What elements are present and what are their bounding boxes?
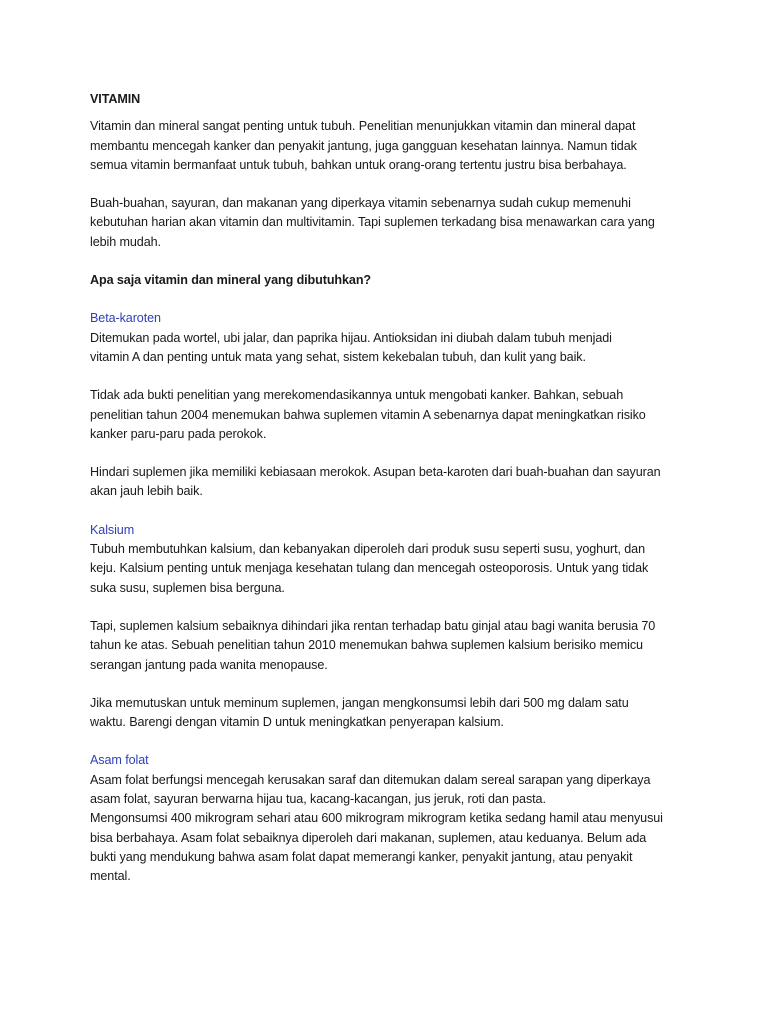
section-heading: Kalsium <box>90 522 135 537</box>
vitamin-section <box>90 309 690 501</box>
section-paragraph <box>90 329 690 368</box>
section-body <box>90 329 690 502</box>
intro-paragraph <box>90 117 690 175</box>
text-line: waktu. Barengi dengan vitamin D untuk meningkatkan penyerapan kalsium. <box>90 715 504 730</box>
text-line: Tidak ada bukti penelitian yang merekomendasikannya untuk mengobati kanker. Bahkan, sebuah <box>90 388 624 403</box>
text-line: serangan jantung pada wanita menopause. <box>90 657 328 672</box>
section-paragraph <box>90 771 690 887</box>
text-line: kanker paru-paru pada perokok. <box>90 426 267 441</box>
text-line: bisa berbahaya. Asam folat sebaiknya diperoleh dari makanan, suplemen, atau keduanya. Belum ada <box>90 830 647 845</box>
section-heading: Asam folat <box>90 753 149 768</box>
text-line: tahun ke atas. Sebuah penelitian tahun 2010 menemukan bahwa suplemen kalsium berisiko memicu <box>90 638 643 653</box>
vitamin-sections <box>90 309 690 886</box>
text-line: semua vitamin bermanfaat untuk tubuh, bahkan untuk orang-orang tertentu justru bisa berbahaya. <box>90 157 627 172</box>
text-line: bukti yang mendukung bahwa asam folat dapat memerangi kanker, penyakit jantung, atau penyakit <box>90 849 633 864</box>
text-line: Asam folat berfungsi mencegah kerusakan saraf dan ditemukan dalam sereal sarapan yang diperkaya <box>90 772 651 787</box>
text-line: akan jauh lebih baik. <box>90 484 203 499</box>
text-line: Hindari suplemen jika memiliki kebiasaan merokok. Asupan beta-karoten dari buah-buahan dan sayuran <box>90 465 661 480</box>
section-body <box>90 540 690 732</box>
section-question: Apa saja vitamin dan mineral yang dibutuhkan? <box>90 273 372 288</box>
text-line: Tapi, suplemen kalsium sebaiknya dihindari jika rentan terhadap batu ginjal atau bagi wanita berusia 70 <box>90 618 656 633</box>
text-line: Tubuh membutuhkan kalsium, dan kebanyakan diperoleh dari produk susu seperti susu, yoghurt, dan <box>90 542 645 557</box>
text-line: vitamin A dan penting untuk mata yang sehat, sistem kekebalan tubuh, dan kulit yang baik. <box>90 349 586 364</box>
document-title: VITAMIN <box>90 92 141 106</box>
text-line: keju. Kalsium penting untuk menjaga kesehatan tulang dan mencegah osteoporosis. Untuk yang tidak <box>90 561 649 576</box>
text-line: mental. <box>90 869 131 884</box>
vitamin-section <box>90 521 690 733</box>
intro-paragraph <box>90 194 690 252</box>
intro-section <box>90 117 690 252</box>
section-body <box>90 771 690 887</box>
text-line: asam folat, sayuran berwarna hijau tua, kacang-kacangan, jus jeruk, roti dan pasta. <box>90 792 546 807</box>
text-line: penelitian tahun 2004 menemukan bahwa suplemen vitamin A sebenarnya dapat meningkatkan risiko <box>90 407 646 422</box>
section-paragraph <box>90 617 690 675</box>
text-line: membantu mencegah kanker dan penyakit jantung, juga gangguan kesehatan lainnya. Namun tidak <box>90 138 637 153</box>
section-paragraph <box>90 386 690 444</box>
section-paragraph <box>90 694 690 733</box>
document-page <box>90 90 690 906</box>
text-line: Buah-buahan, sayuran, dan makanan yang diperkaya vitamin sebenarnya sudah cukup memenuhi <box>90 196 631 211</box>
vitamin-section <box>90 751 690 886</box>
text-line: suka susu, suplemen bisa berguna. <box>90 580 285 595</box>
text-line: Jika memutuskan untuk meminum suplemen, jangan mengkonsumsi lebih dari 500 mg dalam satu <box>90 695 629 710</box>
section-heading: Beta-karoten <box>90 311 161 326</box>
section-paragraph <box>90 540 690 598</box>
text-line: Mengonsumsi 400 mikrogram sehari atau 600 mikrogram mikrogram ketika sedang hamil atau menyusui <box>90 811 663 826</box>
text-line: Vitamin dan mineral sangat penting untuk tubuh. Penelitian menunjukkan vitamin dan mineral dapat <box>90 119 636 134</box>
section-paragraph <box>90 463 690 502</box>
text-line: Ditemukan pada wortel, ubi jalar, dan paprika hijau. Antioksidan ini diubah dalam tubuh menjadi <box>90 330 612 345</box>
text-line: kebutuhan harian akan vitamin dan multivitamin. Tapi suplemen terkadang bisa menawarkan cara yang <box>90 215 655 230</box>
text-line: lebih mudah. <box>90 234 161 249</box>
